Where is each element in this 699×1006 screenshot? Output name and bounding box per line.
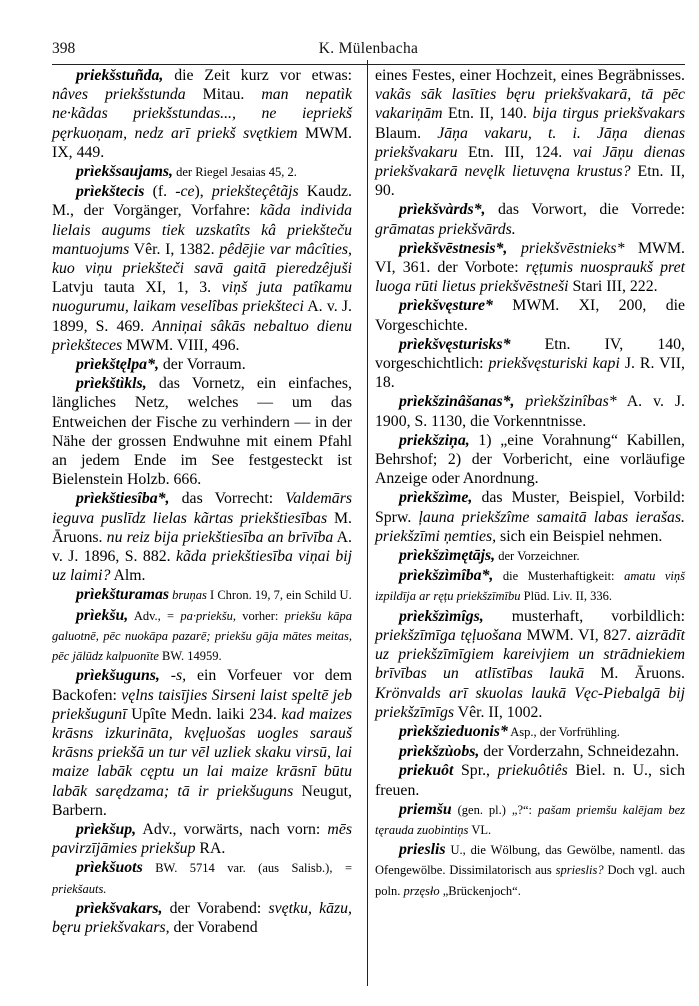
entry-headword: prìekšsaujams, — [76, 163, 173, 181]
entry-example: vai Jāņu dienas priekšvakarā nevęlk lietuvęna krustus? — [375, 143, 685, 181]
dictionary-entry — [375, 607, 685, 722]
entry-text: der Vorraum. — [158, 356, 246, 374]
entry-example: ļauna priekšzîme samaitā labas ierašas. — [418, 508, 685, 526]
entry-text: der Vorderzahn, Schneidezahn. — [479, 743, 680, 761]
dictionary-entry — [375, 742, 685, 761]
entry-headword: prìekšvēstnesis*, — [399, 239, 508, 257]
entry-text-small: I Chron. 19, 7, ein Schild U. — [206, 588, 352, 603]
column-divider — [367, 60, 368, 986]
entry-example: aizrādīt uz priekšzīmīgiem kareivjiem un strādniekiem brīvības un atlīstības laukā — [375, 626, 685, 683]
dictionary-entry — [52, 182, 352, 355]
entry-headword: priekuôt — [399, 762, 454, 780]
entry-text: Upîte Medn. laiki 234. — [126, 705, 282, 723]
entry-text: MWM. VI, 827. — [521, 626, 636, 644]
entry-text: Vêr. II, 1002. — [454, 703, 543, 721]
entry-example-small: przęsło — [403, 883, 440, 898]
entry-example-small: priekšu kāpa galuotnē, pēc nuokāpa pazarē; priekšu gāja mātes meitas, pēc jālūdz kalpuonīte — [52, 608, 352, 664]
entry-text-small: BW. 14959. — [158, 649, 222, 664]
entry-headword: prìekšzinâšanas*, — [399, 393, 515, 411]
entry-text: Spr., — [453, 762, 498, 780]
dictionary-entry — [52, 355, 352, 374]
dictionary-entry — [52, 899, 352, 937]
entry-headword: prìekšvęsture* — [399, 297, 493, 315]
entry-headword: prìekštìkls, — [76, 375, 147, 393]
entry-example: vakãs sāk lasīties bęru priekšvakarā, tā pēc vakariņām — [375, 86, 685, 123]
dictionary-entry — [52, 606, 352, 667]
entry-headword: priemšu — [399, 800, 452, 818]
entry-text-small: die Musterhaftigkeit: — [493, 569, 625, 584]
dictionary-entry — [52, 666, 352, 820]
entry-headword: prìekšuots — [76, 859, 143, 877]
entry-text: Kaudz. M., der Vorgänger, Vorfahre: — [52, 183, 352, 220]
entry-example: Krönvalds arī skuolas laukā Vęc-Piebalgā bij priekšzīmīgs — [375, 684, 685, 721]
entry-text: Vêr. I, 1382. — [129, 240, 220, 258]
entry-example: svętku, kāzu, bęru priekšvakars, — [52, 899, 352, 936]
entry-example: priekšteçêtãjs — [211, 183, 299, 201]
entry-text: ein Vorfeuer vor dem Backofen: — [52, 667, 352, 704]
entry-headword: prìekštiesîba*, — [76, 490, 170, 508]
entry-example: -ce — [175, 183, 195, 201]
entry-text-small: Plūd. Liv. II, 336. — [520, 589, 613, 604]
entry-example: Anniņai sâkās nebaltuo dienu prìekšteces — [52, 317, 352, 354]
entry-text-small: der Riegel Jesaias 45, 2. — [173, 165, 297, 180]
entry-headword: prìekštęlpa*, — [76, 356, 159, 374]
dictionary-entry — [375, 761, 685, 799]
entry-text: der Vorabend: — [162, 899, 269, 917]
entry-headword: prìekšvęsturisks* — [399, 335, 511, 353]
entry-text: MWM. VIII, 496. — [122, 336, 240, 354]
dictionary-entry — [52, 162, 352, 182]
entry-text: das Vornetz, ein einfaches, längliches Netz, welches — um das Entweichen der Fische zu verhindern — in der Nähe der grossen Endwuhne mit einem Pfahl an jedem Ende im See festgesteckt ist Bielenstein Holzb. 666. — [52, 375, 352, 489]
entry-text-small: der Vorzeichner. — [495, 549, 580, 564]
entry-example: priekšvęsturiski kapi — [488, 355, 620, 373]
entry-example-small: bruņas — [169, 588, 207, 603]
entry-text: sich ein Beispiel nehmen. — [496, 527, 663, 545]
entry-text: M. Āruons. — [584, 665, 685, 683]
entry-text-small: U., die Wölbung, das Gewölbe, namentl. das Ofengewölbe. Dissimilatorisch aus — [375, 843, 685, 878]
entry-example: man nepatìk ne·kãdas priekšstundas..., ne iepriekš pęrkuoņam, nedz arī priekš svętkiem — [52, 86, 353, 142]
entry-example: prìekšzinîbas* — [514, 393, 617, 411]
entry-example: kãda priekštiesība viņai bij uz laimi? — [52, 548, 352, 585]
entry-text: Biel. n. U., sich freuen. — [375, 762, 685, 799]
entry-example-small: pašam priemšu kalējam bez tęrauda zuobintiņs — [375, 802, 685, 837]
dictionary-entry — [52, 489, 352, 585]
right-column — [375, 66, 685, 901]
entry-example: Valdemārs ieguva puslīdz lielas kãrtas priekštiesības — [52, 490, 352, 527]
entry-text-small: Doch vgl. auch poln. — [375, 863, 685, 898]
entry-headword: prìekšvàrds*, — [399, 201, 486, 219]
entry-text: RA. — [195, 840, 226, 858]
entry-text: Etn. IV, 140, vorgeschichtlich: — [375, 335, 685, 373]
entry-headword: prìekšzieduonis* — [399, 722, 508, 740]
entry-text: M. Āruons. — [52, 509, 352, 546]
dictionary-entry — [375, 840, 685, 901]
entry-text: Alm. — [110, 567, 146, 585]
entry-text-small: Adv., = — [128, 608, 181, 623]
entry-example: priekšzīmi ņemties, — [375, 527, 497, 545]
dictionary-entry — [52, 374, 352, 489]
entry-example-small: amatu viņš izpildīja ar ręțu priekšzīmību — [375, 569, 685, 604]
entry-example: -s, — [159, 667, 187, 685]
entry-example: pêdējie var mâcîties, kuo viņu priekšteči savā gaitā pieredzêjuši — [52, 240, 352, 278]
entry-example: kad maizes krāsns izkurināta, kvęļuošas uogles sarauš krāsns priekšā un tur vēl uzliek skaku virsū, lai maize labāk cęptu un lai maize krāsnī būtu labāk sarędzama; tā ir priekšuguns — [52, 705, 352, 800]
dictionary-entry — [52, 66, 352, 162]
entry-text-small: Asp., der Vorfrühling. — [507, 724, 620, 739]
dictionary-entry — [375, 722, 685, 742]
entry-headword: prìekšturamas — [76, 586, 170, 604]
dictionary-entry — [375, 431, 685, 489]
entry-text: Neugut, Barbern. — [52, 782, 352, 819]
entry-text: Blaum. — [375, 124, 438, 142]
dictionary-entry — [375, 335, 685, 393]
entry-headword: priekšziņa, — [399, 431, 470, 449]
page-header — [52, 40, 685, 62]
entry-text-small: „Brückenjoch“. — [439, 883, 521, 898]
page-number: 398 — [52, 40, 76, 57]
entry-headword: priekšstuñda, — [76, 67, 164, 84]
entry-example: ręțumis nuospraukš pret luoga rūti lietus priekšvēstneši — [375, 259, 685, 296]
entry-text: ), — [194, 183, 212, 201]
dictionary-entry — [375, 392, 685, 430]
entry-example: nu reiz bija priekštiesība an brīvība — [106, 528, 334, 546]
entry-example-small: priekšauts. — [52, 881, 107, 896]
entry-example: nâves priekšstunda — [52, 86, 186, 104]
entry-text: 1) „eine Vorahnung“ Kabillen, Behrshof; 2) der Vorbericht, eine vorläufige Anzeige oder Anordnung. — [375, 431, 685, 488]
entry-headword: prìekšzìmîgs, — [399, 607, 484, 625]
entry-text: MWM. IX, 449. — [52, 124, 352, 161]
entry-example: priekšvēstnieks* — [507, 239, 625, 257]
dictionary-entry — [375, 296, 685, 334]
entry-headword: prìekšu, — [76, 606, 129, 624]
entry-text: Etn. III, 124. — [457, 143, 573, 161]
dictionary-entry — [375, 546, 685, 566]
entry-text: der Vorabend — [169, 918, 258, 936]
entry-text: die Zeit kurz vor etwas: — [163, 67, 352, 84]
two-column-body — [52, 66, 685, 1006]
entry-text-small: BW. 5714 var. (aus Salisb.), = — [142, 861, 352, 876]
entry-text: Adv., vorwärts, nach vorn: — [136, 820, 328, 838]
left-column — [52, 66, 352, 937]
entry-text: MWM. VI, 361. der Vorbote: — [375, 239, 685, 277]
entry-text: J. R. VII, 18. — [375, 355, 685, 392]
entry-text: Etn. II, 140. — [442, 105, 533, 123]
entry-text: das Vorwort, die Vorrede: — [485, 201, 685, 219]
entry-headword: prìekšup, — [76, 820, 137, 838]
entry-example: bija tirgus priekšvakars — [532, 105, 685, 123]
entry-headword: prìekštecis — [76, 183, 145, 201]
entry-example: mēs pavirzījāmies priekšup — [52, 820, 352, 858]
entry-headword: prìekšuguns, — [76, 667, 160, 685]
entry-example: vęlns taisījies Sirseni laist speltē jeb priekšugunī — [52, 686, 352, 723]
entry-example: Jāņa vakaru, t. i. Jāņa dienas priekšvakaru — [375, 124, 685, 161]
entry-text: A. v. J. 1899, S. 469. — [52, 298, 352, 335]
entry-text-small: VL. — [468, 822, 492, 837]
entry-text: das Muster, Beispiel, Vorbild: Sprw. — [375, 489, 685, 526]
dictionary-entry — [375, 200, 685, 238]
entry-text: A. v. J. 1900, S. 1130, die Vorkenntnisse. — [375, 393, 685, 430]
entry-headword: prìekšzìmîba*, — [399, 567, 494, 585]
entry-text-small: vorher: — [235, 608, 285, 623]
entry-text: eines Festes, einer Hochzeit, eines Begräbnisses. — [375, 67, 685, 84]
entry-text-small: (gen. pl.) „?“: — [451, 802, 538, 817]
entry-example: grāmatas priekšvārds. — [375, 220, 516, 238]
entry-text: MWM. XI, 200, die Vorgeschichte. — [375, 297, 685, 334]
entry-example: kãda individa lielais augums tiek uzskatîts kâ priekšteču mantuojums — [52, 202, 352, 258]
entry-text: (f. — [144, 183, 176, 201]
entry-text: A. v. J. 1896, S. 882. — [52, 528, 352, 566]
entry-example: priekšzīmīga tęļuošana — [375, 626, 522, 644]
entry-text: Etn. II, 90. — [375, 163, 685, 200]
entry-example-small: sprieslis? — [555, 863, 604, 878]
entry-text: Stari III, 222. — [568, 278, 658, 296]
dictionary-entry — [375, 66, 685, 200]
dictionary-entry — [52, 585, 352, 605]
dictionary-entry — [375, 488, 685, 546]
running-head: K. Mülenbacha — [318, 40, 419, 57]
entry-example-small: pa·priekšu, — [180, 608, 236, 623]
dictionary-entry — [52, 858, 352, 898]
entry-text: Mitau. — [185, 86, 262, 104]
entry-headword: prìekšzìmętājs, — [399, 547, 496, 565]
header-rule — [52, 64, 685, 65]
entry-headword: prieslis — [399, 841, 446, 859]
entry-example: viņš juta patîkamu nuogurumu, laikam veselîbas priekšteci — [52, 279, 353, 316]
entry-text: das Vorrecht: — [169, 490, 286, 508]
entry-text: Latvju tauta XI, 1, 3. — [52, 279, 222, 297]
dictionary-entry — [52, 820, 352, 858]
entry-headword: prìekšzùobs, — [399, 743, 480, 761]
dictionary-entry — [375, 239, 685, 297]
entry-text: musterhaft, vorbildlich: — [483, 607, 685, 625]
entry-headword: prìekšvakars, — [76, 899, 163, 917]
dictionary-entry — [375, 566, 685, 606]
entry-example: priekuôtiês — [497, 762, 568, 780]
entry-headword: prìekšzìme, — [399, 489, 473, 507]
dictionary-entry — [375, 800, 685, 840]
